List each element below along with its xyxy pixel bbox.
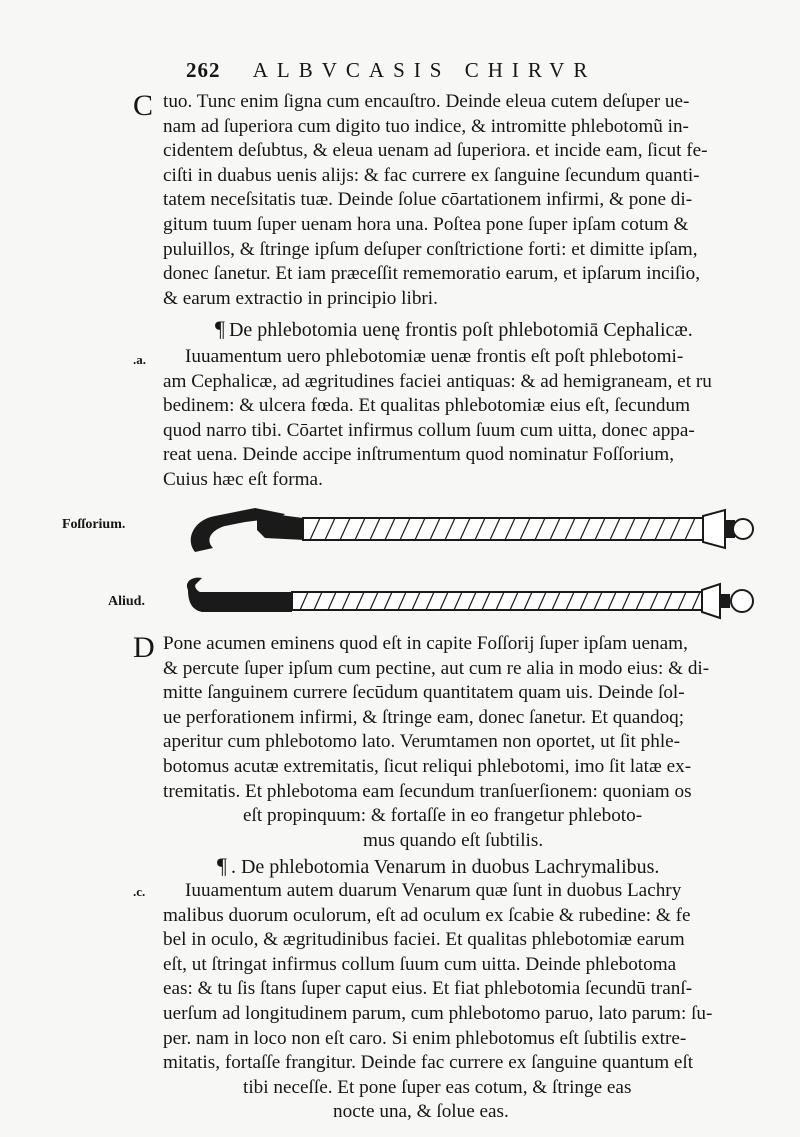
page-header — [186, 58, 706, 83]
margin-note: .c. — [133, 884, 146, 899]
pilcrow-icon: ¶ — [217, 853, 227, 878]
text-line: Cuius hæc eſt forma. — [163, 468, 323, 490]
text-line: tremitatis. Et phlebotoma eam ſecundum tranſuerſionem: quoniam os — [163, 780, 692, 802]
fossorium-neck — [257, 512, 305, 540]
page-number: 262 — [186, 58, 221, 82]
section1-text — [163, 90, 775, 311]
text-line-centered: tibi neceſſe. Et pone ſuper eas cotum, & ſtringe eas — [243, 1076, 632, 1098]
text-line: uerſum ad longitudinem parum, cum phlebotomo paruo, lato parum: ſu- — [163, 1002, 713, 1024]
text-line-centered: mus quando eſt ſubtilis. — [363, 829, 544, 851]
section-heading-frontis — [215, 316, 693, 342]
margin-note: .a. — [133, 352, 146, 367]
pilcrow-icon: ¶ — [215, 316, 225, 341]
text-line: reat uena. Deinde accipe inſtrumentum quod nominatur Foſſorium, — [163, 444, 674, 466]
aliud-collar — [702, 584, 720, 618]
section1-initial: C — [133, 89, 154, 122]
aliud-instrument-illustration — [182, 572, 762, 624]
text-line-centered: eſt propinquum: & fortaſſe in eo frangetur phleboto- — [243, 805, 643, 827]
fossorium-collar — [703, 510, 725, 548]
section3-text — [163, 632, 775, 853]
text-line: bel in oculo, & ægritudinibus faciei. Et qualitas phlebotomiæ earum — [163, 929, 685, 951]
text-line: mitatis, fortaſſe frangitur. Deinde fac currere ex ſanguine quantum eſt — [163, 1052, 694, 1074]
text-line: tatem neceſsitatis tuæ. Deinde ſolue cōartationem infirmi, & pone di- — [163, 189, 693, 211]
text-line: cidentem deſubtus, & eleua uenam ad ſuperiora. et incide eam, ſicut fe- — [163, 140, 708, 162]
section-heading-lachrymalibus — [217, 853, 659, 879]
text-line: nam ad ſuperiora cum digito tuo indice, & intromitte phlebotomũ in- — [163, 115, 689, 137]
text-line: malibus duorum oculorum, eſt ad oculum ex ſcabie & rubedine: & fe — [163, 904, 691, 926]
figure-label-aliud: Aliud. — [108, 594, 145, 609]
text-line: ue perforationem infirmi, & ſtringe eam, donec ſanetur. Et quandoq; — [163, 706, 685, 728]
text-line: bedinem: & ulcera fœda. Et qualitas phlebotomiæ eius eſt, ſecundum — [163, 395, 690, 417]
heading-text: . De phlebotomia Venarum in duobus Lachrymalibus. — [230, 856, 660, 878]
text-line: eſt, ut ſtringat infirmus collum ſuum cum uitta. Deinde phlebotoma — [163, 953, 677, 975]
aliud-hook-head — [187, 578, 292, 612]
text-line: per. nam in loco non eſt caro. Si enim phlebotomus eſt ſubtilis extre- — [163, 1027, 687, 1049]
text-line: & percute ſuper ipſum cum pectine, aut cum re alia in modo eius: & di- — [163, 657, 710, 679]
section2-text — [163, 345, 775, 493]
text-line: aperitur cum phlebotomo lato. Verumtamen non oportet, ut ſit phle- — [163, 731, 681, 753]
text-line: Pone acumen eminens quod eſt in capite Foſſorij ſuper ipſam uenam, — [163, 633, 688, 654]
text-line: quod narro tibi. Cōartet infirmus collum ſuum cum uitta, donec appa- — [163, 419, 695, 441]
section3-initial: D — [133, 631, 155, 664]
aliud-knob — [731, 590, 753, 612]
text-line: eas: & tu ſis ſtans ſuper caput eius. Et fiat phlebotomia ſecundū tranſ- — [163, 978, 693, 1000]
text-line: tuo. Tunc enim ſigna cum encauſtro. Deinde eleua cutem deſuper ue- — [163, 91, 690, 112]
text-line: donec ſanetur. Et iam præceſſit rememoratio earum, et ipſarum inciſio, — [163, 263, 701, 285]
text-line: Iuuamentum autem duarum Venarum quæ ſunt in duobus Lachry — [185, 880, 682, 901]
text-line: am Cephalicæ, ad ægritudines faciei antiquas: & ad hemigraneam, et ru — [163, 370, 712, 392]
running-title: ALBVCASIS CHIRVR — [252, 58, 597, 82]
text-line: Iuuamentum uero phlebotomiæ uenæ frontis eſt poſt phlebotomi- — [185, 346, 684, 367]
text-line: mitte ſanguinem currere ſecūdum quantitatem quam uis. Deinde ſol- — [163, 682, 685, 704]
text-line: puluillos, & ſtringe ipſum deſuper conſtrictione forti: et dimitte ipſam, — [163, 238, 698, 260]
fossorium-instrument-illustration — [185, 500, 760, 570]
text-line: & earum extractio in principio libri. — [163, 287, 438, 309]
text-line: botomus acutæ extremitatis, ſicut reliqui phlebotomi, imo ſit latæ ex- — [163, 755, 692, 777]
text-line-centered: nocte una, & ſolue eas. — [333, 1101, 509, 1123]
section4-text — [163, 879, 775, 1125]
fossorium-knob — [733, 519, 753, 539]
aliud-ferrule — [720, 594, 730, 608]
text-line: ciſti in duabus uenis alijs: & fac currere ex ſanguine ſecundum quanti- — [163, 164, 700, 186]
text-line: gitum tuum ſuper uenam hora una. Poſtea pone ſuper ipſam cotum & — [163, 213, 689, 235]
heading-text: De phlebotomia uenę frontis poſt phlebotomiā Cephalicæ. — [228, 319, 693, 341]
figure-label-fossorium: Foſſorium. — [62, 517, 126, 532]
